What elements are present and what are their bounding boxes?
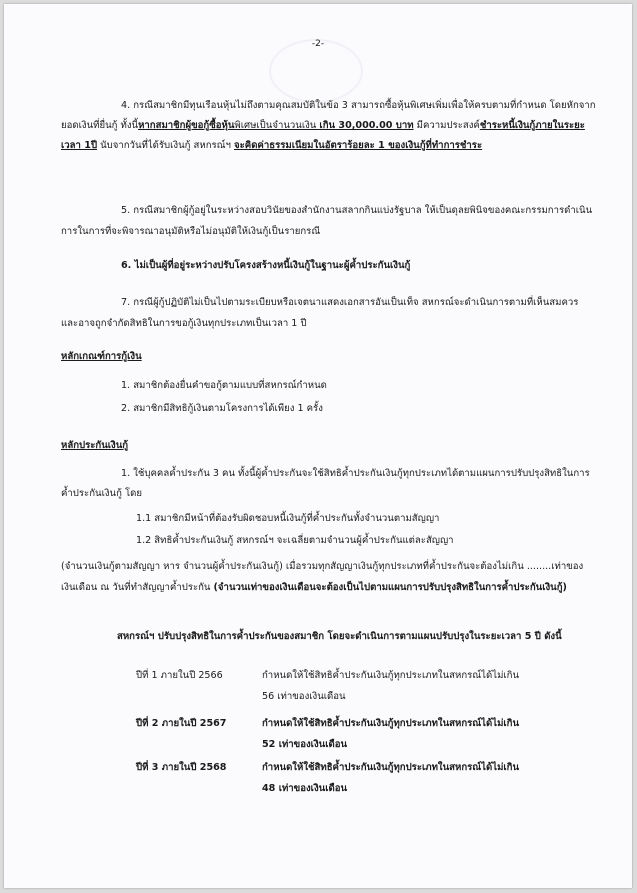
p4-text-a: 4. กรณีสมาชิกมีทุนเรือนหุ้นไม่ถึงตามคุณสมบัติในข้อ 3 สามารถซื้อหุ้นพิเศษเพิ่มเพื่อให้ครบตามที่กำหนด โดยหักจากยอดเงินที่ยื่นกู้ ทั้งนี้	[61, 100, 596, 131]
plan-desc	[262, 717, 582, 753]
plan-intro: สหกรณ์ฯ ปรับปรุงสิทธิในการค้ำประกันของสมาชิก โดยจะดำเนินการตามแผนปรับปรุงในระยะเวลา 5 ปี ดังนี้	[117, 631, 562, 642]
paragraph-item-4	[61, 96, 596, 156]
plan-desc-line-2: 52 เท่าของเงินเดือน	[262, 739, 348, 751]
plan-desc	[262, 669, 582, 705]
p4-text-h: จะคิดค่าธรรมเนียมในอัตราร้อยละ 1 ของเงินกู้ที่ทำการชำระ	[234, 140, 483, 151]
plan-desc	[262, 761, 582, 797]
plan-year: ปีที่ 2 ภายในปี 2567	[136, 718, 227, 729]
plan-desc-line-1: กำหนดให้ใช้สิทธิค้ำประกันเงินกู้ทุกประเภทในสหกรณ์ได้ไม่เกิน	[262, 718, 520, 729]
p4-text-b: หากสมาชิกผู้ขอกู้ซื้อหุ้น	[138, 120, 235, 131]
p4-text-c: พิเศษเป็นจำนวนเงิน	[234, 120, 320, 131]
p4-text-e: มีความประสงค์	[413, 120, 480, 131]
plan-desc-line-1: กำหนดให้ใช้สิทธิค้ำประกันเงินกู้ทุกประเภทในสหกรณ์ได้ไม่เกิน	[262, 670, 520, 681]
guarantee-formula	[61, 556, 596, 598]
formula-text-a: (จำนวนเงินกู้ตามสัญญา หาร จำนวนผู้ค้ำประกันเงินกู้) เมื่อรวมทุกสัญญาเงินกู้ทุกประเภทที่ค้ำประกันจะต้องไม่เกิน ........เท่าของเงินเดือน ณ วันที่ทำสัญญาค้ำประกัน	[61, 561, 584, 593]
plan-desc-line-2: 56 เท่าของเงินเดือน	[262, 691, 346, 703]
paragraph-item-7: 7. กรณีผู้กู้ปฏิบัติไม่เป็นไปตามระเบียบหรือเจตนาแสดงเอกสารอันเป็นเท็จ สหกรณ์จะดำเนินการตามที่เห็นสมควร และอาจถูกจำกัดสิทธิในการขอกู้เงินทุกประเภทเป็นเวลา 1 ปี	[61, 297, 579, 329]
p4-text-d: เกิน 30,000.00 บาท	[319, 120, 414, 131]
loan-criteria-item-2: 2. สมาชิกมีสิทธิกู้เงินตามโครงการได้เพียง 1 ครั้ง	[121, 403, 323, 414]
page-number: -2-	[311, 39, 325, 49]
section-heading-guarantee: หลักประกันเงินกู้	[61, 440, 129, 451]
formula-text-c: การปรับปรุงสิทธิในการค้ำประกันเงินกู้)	[406, 582, 567, 593]
document-page	[4, 4, 632, 888]
p4-text-g: นับจากวันที่ได้รับเงินกู้ สหกรณ์ฯ	[97, 140, 234, 151]
paragraph-item-6: 6. ไม่เป็นผู้ที่อยู่ระหว่างปรับโครงสร้างหนี้เงินกู้ในฐานะผู้ค้ำประกันเงินกู้	[121, 260, 411, 271]
plan-year: ปีที่ 1 ภายในปี 2566	[136, 670, 223, 681]
guarantee-item-1-1: 1.1 สมาชิกมีหน้าที่ต้องรับผิดชอบหนี้เงินกู้ที่ค้ำประกันทั้งจำนวนตามสัญญา	[136, 513, 440, 524]
plan-desc-line-1: กำหนดให้ใช้สิทธิค้ำประกันเงินกู้ทุกประเภทในสหกรณ์ได้ไม่เกิน	[262, 762, 520, 773]
p4-text-f: ชำระหนี้เงินกู้ภายในระยะเวลา 1ปี	[61, 120, 585, 151]
plan-year: ปีที่ 3 ภายในปี 2568	[136, 762, 227, 773]
guarantee-paragraph-1: 1. ใช้บุคคลค้ำประกัน 3 คน ทั้งนี้ผู้ค้ำประกันจะใช้สิทธิค้ำประกันเงินกู้ทุกประเภทได้ตามแผนการปรับปรุงสิทธิในการค้ำประกันเงินกู้ โดย	[61, 468, 590, 499]
section-heading-loan-criteria: หลักเกณฑ์การกู้เงิน	[61, 351, 142, 362]
formula-text-b: (จำนวนเท่าของเงินเดือนจะต้องเป็นไปตามแผน	[213, 582, 407, 593]
guarantee-item-1-2: 1.2 สิทธิค้ำประกันเงินกู้ สหกรณ์ฯ จะเฉลี่ยตามจำนวนผู้ค้ำประกันแต่ละสัญญา	[136, 535, 454, 546]
paragraph-item-5: 5. กรณีสมาชิกผู้กู้อยู่ในระหว่างสอบวินัยของสำนักงานสลากกินแบ่งรัฐบาล ให้เป็นดุลยพินิจของคณะกรรมการดำเนินการในการที่จะพิจารณาอนุมัติหรือไม่อนุมัติให้เงินกู้เป็นรายกรณี	[61, 205, 593, 237]
plan-desc-line-2: 48 เท่าของเงินเดือน	[262, 783, 348, 795]
loan-criteria-item-1: 1. สมาชิกต้องยื่นคำขอกู้ตามแบบที่สหกรณ์กำหนด	[121, 380, 327, 391]
